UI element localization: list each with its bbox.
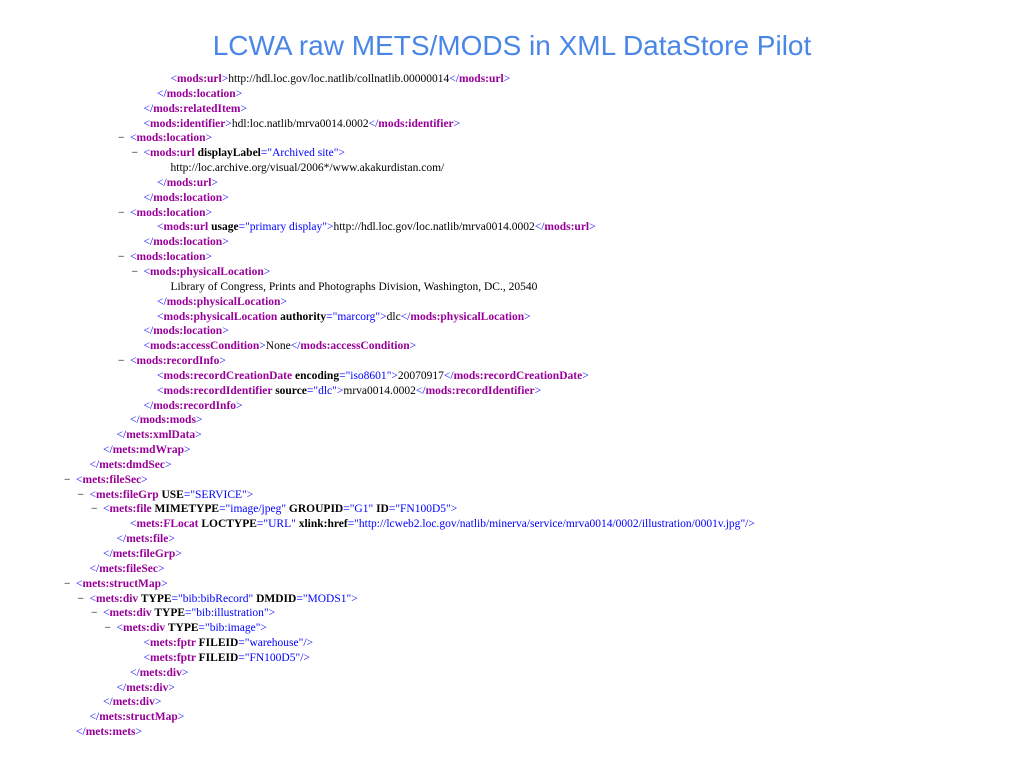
tag-punctuation: =": [326, 310, 338, 323]
tag-punctuation: =": [238, 221, 250, 234]
attribute-value: SERVICE: [195, 488, 243, 501]
collapse-toggle-icon[interactable]: −: [91, 503, 98, 516]
tag-punctuation: >: [219, 355, 226, 368]
tag-punctuation: >: [222, 236, 229, 249]
tag-punctuation: <: [89, 592, 96, 605]
tag-name: mods:location: [136, 132, 206, 145]
tag-punctuation: ": [255, 622, 261, 635]
collapse-toggle-icon[interactable]: −: [91, 607, 98, 620]
tag-punctuation: ": [295, 651, 301, 664]
tag-punctuation: >: [326, 221, 334, 234]
tag-name: mets:file: [109, 503, 152, 516]
xml-line: [0, 235, 1024, 250]
collapse-toggle-icon[interactable]: −: [118, 206, 125, 219]
tag-punctuation: >: [240, 102, 247, 115]
tag-punctuation: <: [143, 340, 150, 353]
xml-line: [0, 532, 1024, 547]
xml-line: [0, 324, 1024, 339]
tag-name: mods:url: [163, 221, 209, 234]
tag-punctuation: <: [103, 503, 110, 516]
xml-line: [0, 710, 1024, 725]
tag-punctuation: >: [195, 429, 202, 442]
collapse-toggle-icon[interactable]: −: [118, 251, 125, 264]
tag-punctuation: <: [143, 117, 150, 130]
xml-line: [0, 117, 1024, 132]
tag-punctuation: <: [143, 147, 150, 160]
tag-punctuation: </: [103, 548, 113, 560]
tag-name: mets:fileGrp: [96, 488, 159, 501]
attribute-value: URL: [268, 518, 292, 531]
attribute-name: TYPE: [138, 592, 172, 605]
attribute-value: FN100D5: [400, 503, 447, 516]
element-text: http://loc.archive.org/visual/2006*/www.akakurdistan.com/: [170, 162, 445, 175]
tag-punctuation: <: [157, 384, 164, 397]
xml-line: [0, 384, 1024, 399]
tag-name: mets:structMap: [82, 577, 162, 590]
tag-punctuation: <: [116, 622, 123, 635]
attribute-value: bib:illustration: [196, 607, 264, 620]
collapse-toggle-icon[interactable]: −: [118, 132, 125, 145]
tag-name: mods:accessCondition: [300, 340, 410, 353]
xml-line: [0, 161, 1024, 176]
xml-line: [0, 354, 1024, 369]
tag-punctuation: <: [103, 607, 110, 620]
xml-line: [0, 220, 1024, 235]
attribute-value: bib:bibRecord: [182, 592, 249, 605]
tag-punctuation: </: [116, 681, 127, 694]
tag-punctuation: =": [238, 651, 250, 664]
tag-punctuation: >: [259, 340, 266, 353]
xml-line: [0, 592, 1024, 607]
xml-line: [0, 606, 1024, 621]
tag-punctuation: =": [260, 147, 273, 160]
tag-punctuation: </: [130, 666, 140, 679]
tag-punctuation: </: [103, 696, 113, 709]
attribute-name: FILEID: [195, 637, 239, 650]
tag-punctuation: ": [263, 607, 269, 620]
tag-name: mods:location: [153, 191, 223, 204]
tag-punctuation: <: [130, 132, 137, 145]
tag-punctuation: <: [157, 369, 164, 382]
element-text: http://hdl.loc.gov/loc.natlib/mrva0014.0002: [333, 221, 535, 234]
tag-punctuation: </: [116, 429, 127, 442]
tag-punctuation: />: [745, 518, 755, 531]
tag-name: mods:identifier: [150, 117, 226, 130]
xml-line: [0, 725, 1024, 740]
tag-punctuation: >: [453, 117, 461, 130]
tag-punctuation: />: [300, 651, 310, 664]
tag-punctuation: =": [183, 488, 196, 501]
tag-punctuation: <: [130, 518, 137, 531]
xml-line: [0, 636, 1024, 651]
xml-line: [0, 369, 1024, 384]
tag-punctuation: <: [143, 637, 150, 650]
tag-punctuation: >: [177, 711, 185, 724]
tag-name: mets:mets: [85, 726, 136, 739]
xml-line: [0, 681, 1024, 696]
tag-punctuation: </: [290, 340, 301, 353]
attribute-name: FILEID: [195, 651, 239, 664]
collapse-toggle-icon[interactable]: −: [77, 592, 84, 605]
tag-punctuation: </: [76, 726, 86, 739]
xml-line: [0, 458, 1024, 473]
tag-punctuation: =": [219, 503, 231, 516]
element-text: hdl:loc.natlib/mrva0014.0002: [231, 117, 369, 130]
tag-punctuation: >: [205, 132, 212, 145]
attribute-name: TYPE: [165, 622, 199, 635]
collapse-toggle-icon[interactable]: −: [118, 355, 125, 368]
tag-punctuation: </: [443, 369, 454, 382]
tag-punctuation: >: [524, 310, 531, 323]
tag-punctuation: />: [303, 637, 314, 650]
tag-punctuation: <: [130, 206, 137, 219]
xml-line: [0, 176, 1024, 191]
collapse-toggle-icon[interactable]: −: [131, 147, 138, 160]
collapse-toggle-icon[interactable]: −: [77, 488, 84, 501]
tag-punctuation: ": [740, 518, 746, 531]
attribute-value: Archived site: [272, 147, 334, 160]
tag-name: mods:url: [458, 73, 504, 85]
tag-punctuation: ": [248, 592, 254, 605]
tag-name: mods:identifier: [378, 117, 454, 130]
tag-punctuation: </: [534, 221, 545, 234]
xml-line: [0, 310, 1024, 325]
tag-name: mets:div: [96, 592, 139, 605]
tag-name: mets:fptr: [150, 651, 196, 664]
tag-punctuation: </: [157, 87, 167, 100]
xml-line: [0, 666, 1024, 681]
tag-punctuation: >: [168, 533, 175, 546]
tag-name: mods:recordInfo: [153, 399, 237, 412]
tag-punctuation: =": [388, 503, 401, 516]
xml-line: [0, 651, 1024, 666]
tag-punctuation: </: [449, 73, 459, 85]
tag-punctuation: >: [246, 488, 254, 501]
tag-punctuation: >: [175, 548, 182, 560]
tag-punctuation: >: [391, 369, 398, 382]
xml-line: [0, 488, 1024, 503]
xml-tree-view: [0, 72, 1024, 740]
tag-punctuation: </: [415, 384, 426, 397]
attribute-name: GROUPID: [286, 503, 344, 516]
collapse-toggle-icon[interactable]: −: [64, 577, 71, 590]
tag-punctuation: >: [534, 384, 542, 397]
tag-punctuation: >: [260, 622, 267, 635]
xml-line: [0, 428, 1024, 443]
tag-punctuation: >: [338, 147, 345, 160]
attribute-value: iso8601: [350, 369, 387, 382]
tag-punctuation: >: [141, 473, 148, 486]
tag-name: mods:recordCreationDate: [163, 369, 293, 382]
tag-name: mets:fptr: [150, 637, 196, 650]
element-text: mrva0014.0002: [343, 384, 416, 397]
tag-punctuation: =": [339, 369, 351, 382]
tag-punctuation: >: [236, 399, 243, 412]
attribute-name: xlink:href: [295, 518, 348, 531]
tag-punctuation: =": [185, 607, 197, 620]
tag-punctuation: >: [450, 503, 458, 516]
tag-punctuation: >: [280, 295, 287, 308]
tag-punctuation: >: [503, 73, 511, 85]
tag-name: mets:structMap: [99, 711, 178, 724]
tag-name: mods:location: [136, 251, 206, 264]
attribute-name: USE: [158, 488, 184, 501]
attribute-name: LOCTYPE: [198, 518, 257, 531]
element-text: 20070917: [397, 369, 444, 382]
tag-punctuation: ": [332, 384, 337, 397]
tag-punctuation: <: [170, 73, 177, 85]
tag-name: mets:fileSec: [99, 562, 158, 575]
tag-punctuation: >: [157, 562, 165, 575]
attribute-name: authority: [277, 310, 327, 323]
tag-name: mods:mods: [139, 414, 196, 427]
attribute-value: MODS1: [307, 592, 347, 605]
xml-line: [0, 295, 1024, 310]
tag-punctuation: ": [346, 592, 352, 605]
xml-line: [0, 621, 1024, 636]
tag-punctuation: >: [582, 369, 589, 382]
tag-punctuation: </: [143, 325, 154, 338]
tag-name: mets:div: [123, 622, 166, 635]
element-text: dlc: [386, 310, 401, 323]
tag-name: mets:file: [126, 533, 169, 546]
slide-title: LCWA raw METS/MODS in XML DataStore Pilot: [212, 30, 812, 61]
tag-punctuation: </: [103, 444, 113, 457]
tag-name: mods:physicalLocation: [166, 295, 281, 308]
tag-punctuation: </: [89, 711, 100, 724]
tag-punctuation: >: [164, 458, 172, 471]
tag-name: mods:accessCondition: [150, 340, 260, 353]
tag-name: mods:recordIdentifier: [163, 384, 273, 397]
tag-name: mets:div: [126, 681, 169, 694]
tag-name: mets:mdWrap: [112, 444, 185, 457]
tag-punctuation: </: [368, 117, 379, 130]
tag-punctuation: >: [263, 265, 271, 278]
attribute-name: DMDID: [253, 592, 297, 605]
xml-line: [0, 562, 1024, 577]
tag-punctuation: ": [333, 147, 339, 160]
tag-punctuation: >: [195, 414, 203, 427]
tag-punctuation: >: [589, 221, 596, 234]
xml-line: [0, 131, 1024, 146]
xml-line: [0, 191, 1024, 206]
tag-punctuation: </: [157, 176, 167, 189]
tag-punctuation: </: [143, 102, 154, 115]
element-text: Library of Congress, Prints and Photographs Division, Washington, DC., 20540: [170, 280, 538, 293]
attribute-value: FN100D5: [249, 651, 296, 664]
tag-punctuation: >: [268, 607, 276, 620]
attribute-value: G1: [354, 503, 369, 516]
tag-punctuation: >: [181, 666, 189, 679]
tag-punctuation: >: [184, 444, 191, 457]
tag-punctuation: ": [375, 310, 381, 323]
tag-name: mods:recordInfo: [136, 355, 220, 368]
tag-name: mods:physicalLocation: [163, 310, 278, 323]
attribute-name: ID: [373, 503, 389, 516]
attribute-name: source: [272, 384, 307, 397]
tag-name: mods:location: [153, 325, 223, 338]
tag-punctuation: =": [256, 518, 269, 531]
tag-punctuation: </: [143, 191, 154, 204]
xml-line: [0, 250, 1024, 265]
tag-punctuation: ": [298, 637, 304, 650]
tag-punctuation: </: [400, 310, 411, 323]
tag-punctuation: <: [143, 651, 150, 664]
tag-punctuation: >: [351, 592, 358, 605]
tag-name: mods:location: [166, 87, 236, 100]
tag-punctuation: </: [89, 562, 100, 575]
element-text: None: [265, 340, 291, 353]
collapse-toggle-icon[interactable]: −: [64, 473, 71, 486]
tag-name: mods:physicalLocation: [150, 265, 264, 278]
xml-line: [0, 577, 1024, 592]
tag-name: mods:relatedItem: [153, 102, 241, 115]
tag-punctuation: ": [291, 518, 296, 531]
tag-punctuation: >: [221, 73, 229, 85]
tag-name: mods:url: [544, 221, 590, 234]
tag-name: mods:location: [153, 236, 223, 249]
tag-name: mets:xmlData: [126, 429, 196, 442]
attribute-value: primary display: [249, 221, 323, 234]
attribute-value: warehouse: [249, 637, 299, 650]
tag-punctuation: =": [198, 622, 210, 635]
attribute-name: displayLabel: [194, 147, 261, 160]
collapse-toggle-icon[interactable]: −: [131, 265, 138, 278]
tag-punctuation: =": [343, 503, 355, 516]
tag-punctuation: >: [336, 384, 344, 397]
tag-name: mets:FLocat: [136, 518, 199, 531]
tag-punctuation: >: [409, 340, 417, 353]
tag-name: mets:fileSec: [82, 473, 142, 486]
attribute-value: dlc: [318, 384, 333, 397]
tag-punctuation: >: [380, 310, 387, 323]
element-text: http://hdl.loc.gov/loc.natlib/collnatlib.00000014: [228, 73, 450, 85]
attribute-name: encoding: [292, 369, 340, 382]
xml-line: [0, 413, 1024, 428]
tag-name: mets:dmdSec: [99, 458, 165, 471]
tag-punctuation: >: [205, 251, 212, 264]
tag-punctuation: <: [130, 355, 137, 368]
tag-name: mets:div: [109, 607, 152, 620]
tag-punctuation: >: [222, 325, 229, 338]
tag-punctuation: </: [143, 399, 154, 412]
tag-punctuation: ": [368, 503, 374, 516]
attribute-value: http://lcweb2.loc.gov/natlib/minerva/service/mrva0014/0002/illustration/0001v.jpg: [358, 518, 741, 531]
tag-punctuation: >: [154, 696, 162, 709]
xml-line: [0, 547, 1024, 562]
tag-name: mods:url: [150, 147, 195, 160]
tag-punctuation: <: [157, 221, 164, 234]
tag-punctuation: </: [116, 533, 127, 546]
tag-punctuation: ": [386, 369, 392, 382]
xml-line: [0, 206, 1024, 221]
xml-line: [0, 339, 1024, 354]
tag-punctuation: ": [281, 503, 287, 516]
tag-punctuation: =": [171, 592, 183, 605]
tag-punctuation: </: [143, 236, 154, 249]
xml-line: [0, 443, 1024, 458]
tag-name: mods:physicalLocation: [410, 310, 525, 323]
xml-line: [0, 399, 1024, 414]
xml-line: [0, 280, 1024, 295]
tag-name: mods:recordCreationDate: [453, 369, 583, 382]
tag-punctuation: <: [89, 488, 96, 501]
tag-punctuation: </: [130, 414, 140, 427]
tag-punctuation: >: [135, 726, 142, 739]
tag-punctuation: <: [76, 577, 83, 590]
xml-line: [0, 87, 1024, 102]
xml-line: [0, 517, 1024, 532]
tag-punctuation: ": [322, 221, 327, 234]
tag-punctuation: <: [130, 251, 137, 264]
tag-name: mods:url: [166, 176, 212, 189]
tag-punctuation: <: [143, 265, 150, 278]
collapse-toggle-icon[interactable]: −: [104, 622, 111, 635]
tag-name: mets:div: [112, 696, 155, 709]
attribute-name: usage: [208, 221, 239, 234]
xml-line: [0, 695, 1024, 710]
xml-line: [0, 473, 1024, 488]
tag-punctuation: >: [205, 206, 212, 219]
tag-punctuation: ": [242, 488, 247, 501]
xml-line: [0, 502, 1024, 517]
tag-name: mods:url: [177, 73, 222, 85]
tag-name: mets:fileGrp: [112, 548, 176, 560]
tag-punctuation: =": [347, 518, 359, 531]
tag-punctuation: >: [211, 176, 218, 189]
attribute-value: marcorg: [337, 310, 376, 323]
tag-punctuation: >: [225, 117, 232, 130]
xml-line: [0, 146, 1024, 161]
tag-punctuation: >: [161, 577, 168, 590]
tag-punctuation: =": [296, 592, 308, 605]
attribute-name: MIMETYPE: [151, 503, 220, 516]
tag-name: mods:location: [136, 206, 206, 219]
tag-name: mods:recordIdentifier: [425, 384, 535, 397]
tag-punctuation: </: [89, 458, 100, 471]
attribute-value: bib:image: [209, 622, 256, 635]
attribute-value: image/jpeg: [230, 503, 282, 516]
xml-line: [0, 102, 1024, 117]
tag-punctuation: </: [157, 295, 167, 308]
tag-punctuation: >: [222, 191, 229, 204]
tag-punctuation: =": [238, 637, 250, 650]
tag-punctuation: >: [168, 681, 175, 694]
xml-line: [0, 72, 1024, 87]
xml-line: [0, 265, 1024, 280]
tag-punctuation: <: [157, 310, 164, 323]
tag-punctuation: >: [235, 87, 243, 100]
tag-punctuation: =": [306, 384, 319, 397]
tag-punctuation: ": [446, 503, 451, 516]
tag-punctuation: <: [76, 473, 83, 486]
attribute-name: TYPE: [151, 607, 186, 620]
tag-name: mets:div: [139, 666, 182, 679]
